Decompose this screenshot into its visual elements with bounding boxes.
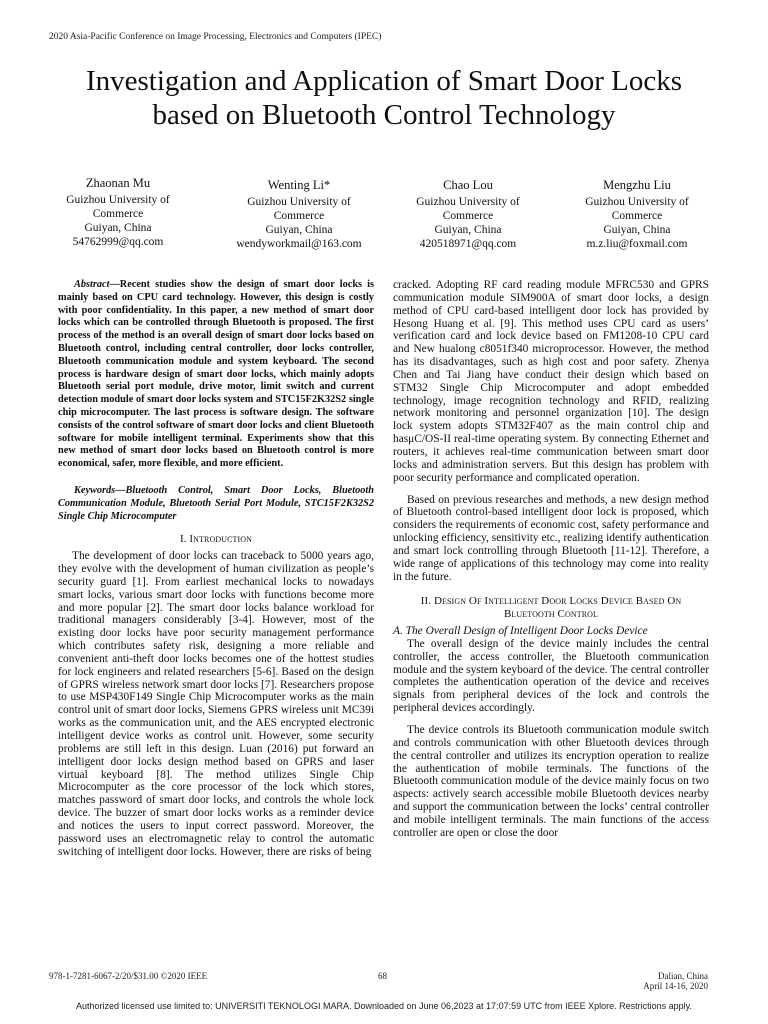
- paragraph: cracked. Adopting RF card reading module MFRC530 and GPRS communication module SIM900A of smart door locks, a design method of CPU card-based intelligent door lock has provided by Hesong Huang et al. [9]. This method uses CPU card as users’ verification card and lock device based on FM1208-10 CPU card and New hualong c8051f340 microprocessor. However, the method has its disadvantages, such as high cost and poor safety. Zhenya Chen and Tai Jiang have conduct their design which based on STM32 Single Chip Microcomputer and adopt embedded technology, image recognition technology and RFID, realizing network monitoring and personnel organization [10]. The design lock system adopts STM32F407 as the main control chip and hasμC/OS-II real-time operating system. By connecting Ethernet and routers, it achieves real-time communication between smart door locks and administration servers. But this design has problem with poor security performance and complicated operation.: [393, 279, 709, 484]
- paragraph: Based on previous researches and methods, a new design method of Bluetooth control-based intelligent door lock is proposed, which considers the requirements of economic cost, safety performance and unlocking efficiency, sensitivity etc., realizing identify authentication and smart lock controlling through Bluetooth [11-12]. Therefore, a wide range of applications of this technology may come into reality in the future.: [393, 493, 709, 583]
- right-column: [393, 279, 709, 840]
- footer-location-city: Dalian, China: [658, 971, 708, 981]
- author-affiliation: Commerce: [442, 210, 494, 222]
- paragraph: The development of door locks can traceback to 5000 years ago, they evolve with the development of human civilization as people’s security guard [1]. From earliest mechanical locks to nowadays smart locks, various smart door locks with functions become more and more popular [2]. The smart door locks balance workload for traditional managers considerably [3-4]. However, most of the existing door locks have poor security management performance which contributes safety risk, designing a more reliable and convenient anti-theft door locks becomes one of the hottest studies for lock engineers and related researchers [5-6]. Based on the design of GPRS wireless network smart door locks [7]. Researchers propose to use MSP430F149 Single Chip Microcomputer works as the main control unit of smart door locks, Siemens GPRS wireless unit MC39i works as the communication unit, and the AES encrypted electronic intelligent device works as control unit. However, some security problems are still left in this design. Luan (2016) put forward an intelligent door locks design method based on GPRS and laser virtual keyboard [8]. The method utilizes Single Chip Microcomputer as the core processor of the lock which stores, matches password of smart door locks, and controls the whole lock device. The buzzer of smart door locks works as a reminder device and notices the users to input correct password. Moreover, the password uses an electromagnetic relay to control the automatic switching of intelligent door locks. However, there are risks of being: [58, 550, 374, 858]
- author-affiliation: Guizhou University of: [416, 196, 520, 208]
- page-number: 68: [378, 971, 387, 981]
- author-block-3: [393, 178, 543, 251]
- title-line-2: based on Bluetooth Control Technology: [152, 99, 616, 131]
- author-affiliation: Guizhou University of: [247, 196, 351, 208]
- author-email[interactable]: wendyworkmail@163.com: [236, 238, 362, 250]
- author-block-2: [222, 178, 376, 251]
- footer-location-date: April 14-16, 2020: [643, 981, 708, 991]
- author-affiliation: Guizhou University of: [66, 194, 170, 206]
- title-line-1: Investigation and Application of Smart Door Locks: [85, 65, 682, 97]
- author-email[interactable]: 54762999@qq.com: [72, 236, 164, 248]
- abstract-text: —Recent studies show the design of smart door locks is mainly based on CPU card technology. However, this design is costly with poor confidentiality. In this paper, a new method of smart door locks which can be controlled through Bluetooth is proposed. The first process of the method is an overall design of smart door locks based on Bluetooth control, including central controller, door locks controller, Bluetooth communication module and system keyboard. The second process is hardware design of smart door locks, which mainly adopts Bluetooth serial port module, drive motor, limit switch and current detection module of smart door locks system and STC15F2K32S2 single chip microcomputer. The last process is software design. The software consists of the control software of smart door locks and client Bluetooth software for mobile intelligent terminal. Experiments show that this new method of smart door locks based on Bluetooth control is more economical, safer, more flexible, and more efficient.: [58, 279, 374, 470]
- author-affiliation: Commerce: [611, 210, 663, 222]
- author-city: Guiyan, China: [603, 224, 671, 236]
- author-affiliation: Guizhou University of: [585, 196, 689, 208]
- paper-title: [40, 64, 728, 132]
- keywords: Keywords—Bluetooth Control, Smart Door Locks, Bluetooth Communication Module, Bluetooth Serial Port Module, STC15F2K32S2 Single Chip Microcomputer: [58, 484, 374, 522]
- author-city: Guiyan, China: [265, 224, 333, 236]
- section-heading-line: Bluetooth Control: [503, 608, 599, 621]
- author-name: Mengzhu Liu: [603, 178, 671, 192]
- author-city: Guiyan, China: [84, 222, 152, 234]
- section-heading-design: [393, 595, 709, 621]
- section-heading-line: II. Design Of Intelligent Door Locks Device Based On: [420, 595, 682, 608]
- author-name: Wenting Li*: [267, 178, 331, 192]
- left-column: [58, 279, 374, 858]
- footer-location: [643, 971, 708, 991]
- author-email[interactable]: m.z.liu@foxmail.com: [586, 238, 688, 250]
- license-notice: Authorized licensed use limited to: UNIVERSITI TEKNOLOGI MARA. Downloaded on June 06,2023 at 17:07:59 UTC from IEEE Xplore. Restrictions apply.: [76, 1001, 692, 1011]
- section-heading-introduction: I. Introduction: [179, 533, 253, 546]
- author-affiliation: Commerce: [273, 210, 325, 222]
- author-city: Guiyan, China: [434, 224, 502, 236]
- author-block-1: [43, 176, 193, 249]
- author-email[interactable]: 420518971@qq.com: [419, 238, 517, 250]
- abstract-lead: Abstract: [74, 279, 110, 290]
- author-name: Zhaonan Mu: [85, 176, 151, 190]
- abstract: [58, 279, 374, 471]
- conference-header: 2020 Asia-Pacific Conference on Image Processing, Electronics and Computers (IPEC): [49, 32, 382, 42]
- paragraph: The overall design of the device mainly includes the central controller, the access controller, the Bluetooth communication module and the system keyboard of the device. The central controller completes the authentication operation of the device and receives signals from peripheral devices of the lock and controls the peripheral devices accordingly.: [393, 637, 709, 715]
- author-affiliation: Commerce: [92, 208, 144, 220]
- author-name: Chao Lou: [443, 178, 493, 192]
- author-block-4: [562, 178, 712, 251]
- footer-isbn: 978-1-7281-6067-2/20/$31.00 ©2020 IEEE: [49, 971, 208, 981]
- paragraph: The device controls its Bluetooth communication module switch and controls communication with other Bluetooth devices through the central controller and utilizes its encryption operation to realize the authentication of mobile terminals. The functions of the Bluetooth communication module of the device mainly focus on two aspects: actively search accessible mobile Bluetooth devices nearby and support the communication between the locks’ central controller and mobile intelligent terminals. The main functions of the access controller are open or close the door: [393, 724, 709, 839]
- subsection-heading: A. The Overall Design of Intelligent Door Locks Device: [393, 625, 648, 638]
